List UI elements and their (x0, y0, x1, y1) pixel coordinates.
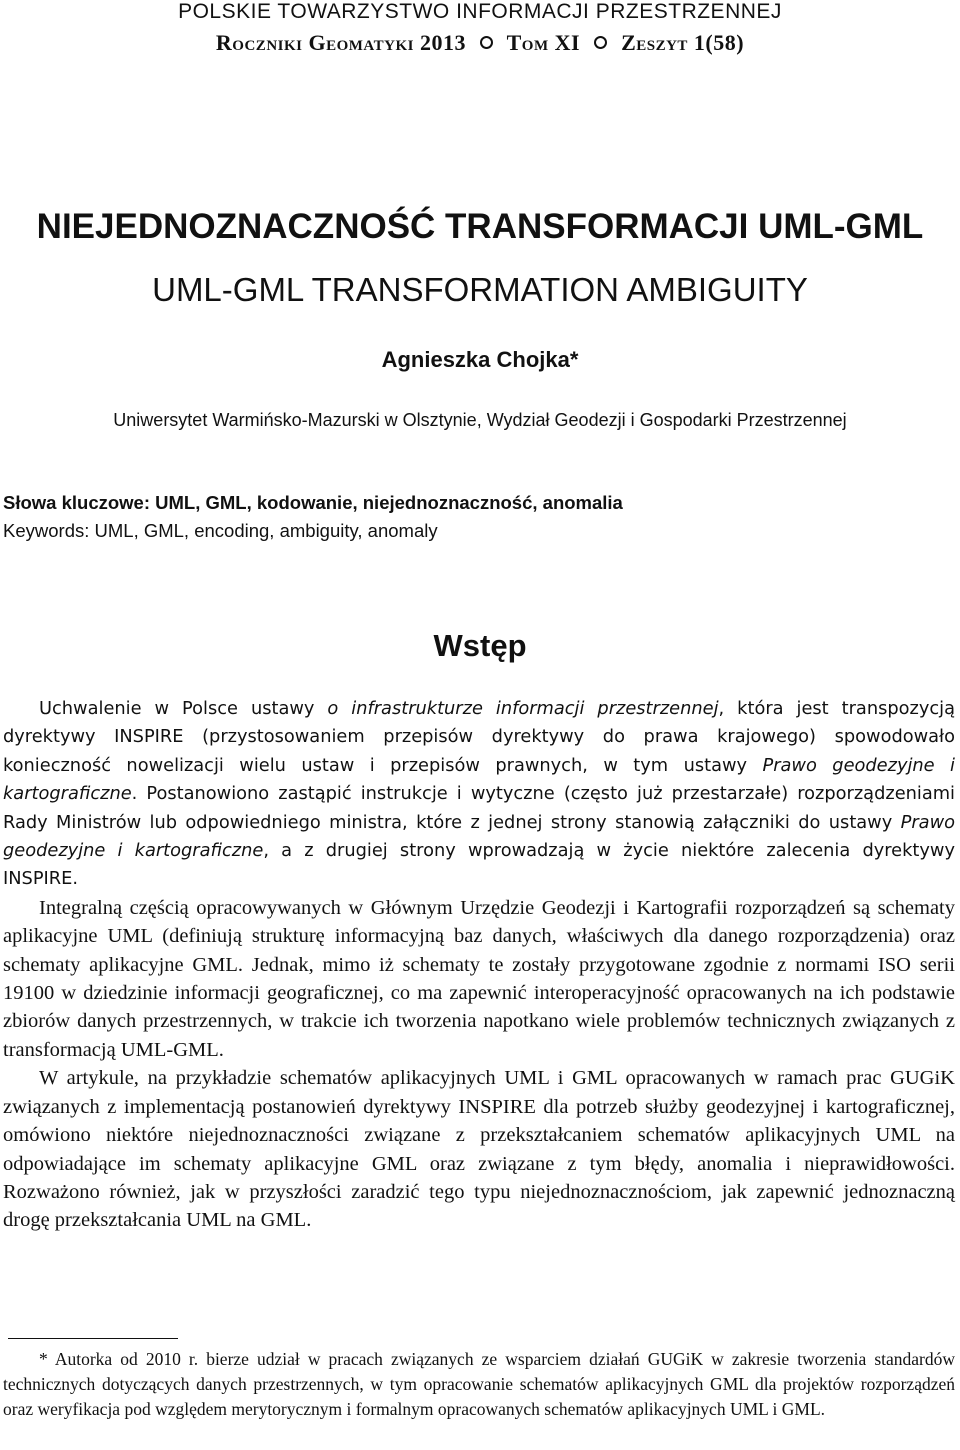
law-title-italic: o infrastrukturze informacji przestrzennej (327, 698, 719, 719)
keywords-english: Keywords: UML, GML, encoding, ambiguity, anomaly (3, 520, 438, 541)
circle-separator-icon (480, 36, 493, 49)
journal-issue: Zeszyt 1(58) (621, 30, 745, 55)
paragraph-3: W artykule, na przykładzie schematów aplikacyjnych UML i GML opracowanych w ramach prac GUGiK związanych z implementacją postanowień dyrektywy INSPIRE dla potrzeb służby geodezyjnej i kartograficznej, omówiono niektóre niejednoznaczności związane z przekształcaniem schematów aplikacyjnych UML na odpowiadające im schematy aplikacyjne GML oraz związane z tym błędy, anomalia i nieprawidłowości. Rozważono również, jak w przyszłości zaradzić tego typu niejednoznacznościom, jak zapewnić jednoznaczną drogę przekształcania UML na GML. (3, 1067, 955, 1232)
journal-header (0, 30, 960, 56)
keywords-block (3, 489, 952, 545)
society-name: POLSKIE TOWARZYSTWO INFORMACJI PRZESTRZENNEJ (178, 0, 782, 23)
author-affiliation: Uniwersytet Warmińsko-Mazurski w Olsztynie, Wydział Geodezji i Gospodarki Przestrzennej (113, 410, 847, 430)
section-heading: Wstęp (433, 628, 527, 663)
paragraph-1 (3, 695, 955, 894)
paragraph-2: Integralną częścią opracowywanych w Głównym Urzędzie Geodezji i Kartografii rozporządzeń są schematy aplikacyjne UML (definiują strukturę informacyjną baz danych, właściwych dla danego rozporządzenia) oraz schematy aplikacyjne GML. Jednak, mimo iż schematy te zostały przygotowane zgodnie z normami ISO serii 19100 w dziedzinie informacji geograficznej, co ma zapewnić interoperacyjność opracowanych na ich podstawie zbiorów danych przestrzennych, w trakcie ich tworzenia napotkano wiele problemów technicznych związanych z transformacją UML-GML. (3, 896, 955, 1061)
paragraph-1-text: Uchwalenie w Polsce ustawy (39, 698, 328, 719)
paragraph-1-text: , a z drugiej strony wprowadzają w życie niektóre zalecenia dyrektywy INSPIRE. (3, 840, 955, 890)
article-title-polish: NIEJEDNOZNACZNOŚĆ TRANSFORMACJI UML-GML (36, 207, 924, 246)
law-title-italic: Prawo geodezyjne i kartograficzne (3, 754, 956, 805)
paragraph-1-text: , która jest transpozycją dyrektywy INSPIRE (przystosowaniem przepisów dyrektywy do prawa krajowego) spowodowało konieczność nowelizacji wielu ustaw i przepisów prawnych, w tym ustawy (3, 698, 955, 776)
law-title-italic: Prawo geodezyjne i kartograficzne (3, 811, 955, 862)
footnote-divider (8, 1338, 178, 1339)
author-name: Agnieszka Chojka* (381, 347, 579, 372)
journal-name: Roczniki Geomatyki 2013 (215, 30, 466, 55)
footnote: * Autorka od 2010 r. bierze udział w pracach związanych ze wsparciem działań GUGiK w zakresie tworzenia standardów technicznych dotyczących danych przestrzennych, w tym opracowanie schematów aplikacyjnych GML dla projektów rozporządzeń oraz weryfikacja pod względem merytorycznym i formalnym opracowanych schematów aplikacyjnych UML i GML. (3, 1349, 955, 1419)
circle-separator-icon (594, 36, 607, 49)
journal-volume: Tom XI (506, 30, 581, 55)
section-body (3, 695, 955, 1235)
article-title-english: UML-GML TRANSFORMATION AMBIGUITY (152, 271, 808, 308)
keywords-polish: Słowa kluczowe: UML, GML, kodowanie, niejednoznaczność, anomalia (3, 492, 623, 513)
paragraph-1-text: . Postanowiono zastąpić instrukcje i wytyczne (często już przestarzałe) rozporządzeniami Rady Ministrów lub odpowiedniego ministra, które z jednej strony stanowią załączniki do ustawy (3, 783, 955, 833)
